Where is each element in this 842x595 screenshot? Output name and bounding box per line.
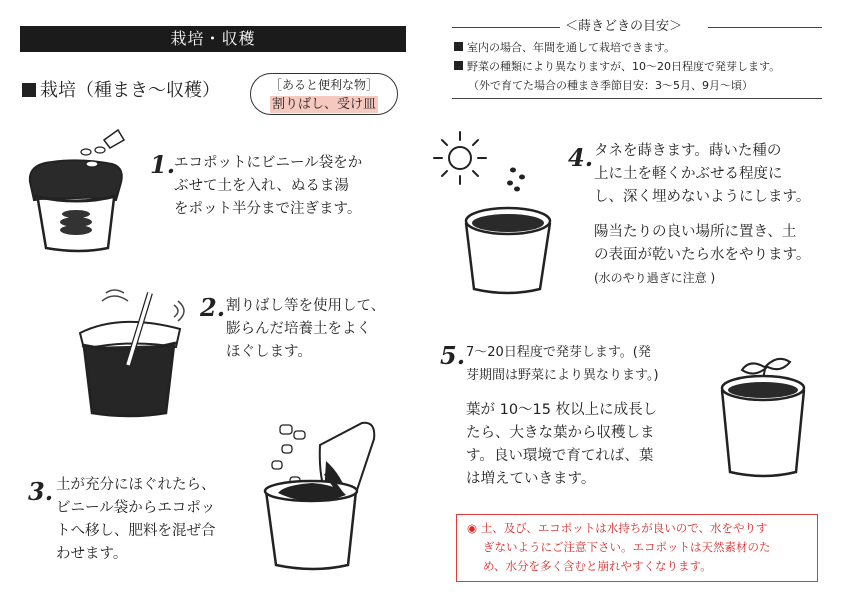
guide-item — [454, 40, 675, 56]
step-number: 4. — [568, 143, 594, 172]
guide-item — [454, 59, 780, 75]
handy-items-box — [250, 73, 398, 115]
caution-text: 土、及び、エコポットは水持ちが良いので、水をやりす — [480, 521, 768, 535]
step-line: 芽期間は野菜により異なります。) — [466, 368, 659, 383]
caution-line: ぎないようにご注意下さい。エコポットは天然素材のた — [483, 540, 771, 554]
step-line: す。良い環境で育てれば、葉 — [466, 448, 654, 464]
handy-items-label: ［あると便利な物］ — [269, 78, 378, 92]
pot-with-bag-icon — [20, 130, 140, 250]
step-2-text — [226, 295, 385, 364]
square-bullet-icon — [22, 83, 36, 97]
step-4-text — [594, 140, 810, 290]
step-line: 葉が 10～15 枚以上に成長し — [466, 402, 658, 418]
step-3-text — [56, 474, 216, 566]
step-line: は増えていきます。 — [466, 471, 596, 487]
section-heading — [22, 80, 220, 102]
guide-item-text: 野菜の種類により異なりますが、10～20日程度で発芽します。 — [467, 60, 781, 73]
step-number: 5. — [440, 341, 466, 370]
guide-divider-left — [452, 27, 560, 28]
handy-items-list: 割りばし、受け皿 — [271, 97, 376, 112]
step-line: 7～20日程度で発芽します。(発 — [466, 345, 651, 360]
section-heading-text: 栽培（種まき～収穫） — [40, 80, 220, 101]
step-line: エコポットにビニール袋をか — [174, 155, 363, 171]
step-line: をポット半分まで注ぎます。 — [174, 201, 362, 217]
guide-season-note: （外で育てた場合の種まき季節目安：3～5月、9月～頃） — [468, 79, 753, 92]
step-line: し、深く埋めないようにします。 — [594, 189, 811, 205]
step-line: の表面が乾いたら水をやります。 — [594, 247, 811, 263]
caution-line: め、水分を多く含むと崩れやすくなります。 — [483, 559, 712, 573]
step-1 — [150, 150, 176, 181]
pot-pouring-soil-icon — [258, 415, 388, 585]
step-number: 2. — [200, 293, 226, 322]
step-line: タネを蒔きます。蒔いた種の — [594, 143, 782, 159]
square-bullet-icon — [454, 61, 463, 70]
step-line: 膨らんだ培養土をよく — [226, 321, 371, 337]
page-title: 栽培・収穫 — [20, 26, 406, 52]
step-line: 上に土を軽くかぶせる程度に — [594, 166, 783, 182]
pot-sprout-icon — [716, 352, 812, 482]
step-line: わせます。 — [56, 546, 128, 562]
step-5-text — [466, 341, 659, 491]
guide-bottom-rule — [452, 98, 822, 99]
step-line: ほぐします。 — [226, 344, 312, 360]
guide-divider-right — [708, 27, 822, 28]
step-line: 土が充分にほぐれたら、 — [56, 477, 216, 493]
step-line: トへ移し、肥料を混ぜ合 — [56, 523, 216, 539]
caution-box — [456, 514, 818, 582]
square-bullet-icon — [454, 42, 463, 51]
step-line: ビニール袋からエコポッ — [56, 500, 216, 516]
step-3 — [28, 477, 54, 508]
step-number: 1. — [150, 150, 176, 179]
step-1-text — [174, 152, 362, 221]
step-line: ぶせて土を入れ、ぬるま湯 — [174, 178, 349, 194]
pot-stirring-icon — [70, 285, 200, 420]
pot-with-seeds-icon — [460, 165, 560, 300]
step-line: 陽当たりの良い場所に置き、土 — [594, 224, 797, 240]
step-number: 3. — [28, 477, 54, 506]
guide-item-text: 室内の場合、年間を通して栽培できます。 — [467, 41, 676, 54]
caution-line — [467, 519, 809, 538]
step-line: 割りばし等を使用して、 — [226, 298, 386, 314]
step-4 — [568, 143, 594, 174]
guide-title: ＜蒔きどきの目安＞ — [565, 19, 683, 34]
caution-marker-icon: ◉ — [467, 521, 478, 535]
step-small-note: (水のやり過ぎに注意 ) — [594, 271, 716, 285]
step-line: たら、大きな葉から収穫しま — [466, 425, 655, 441]
step-2 — [200, 293, 226, 324]
step-5 — [440, 341, 466, 372]
